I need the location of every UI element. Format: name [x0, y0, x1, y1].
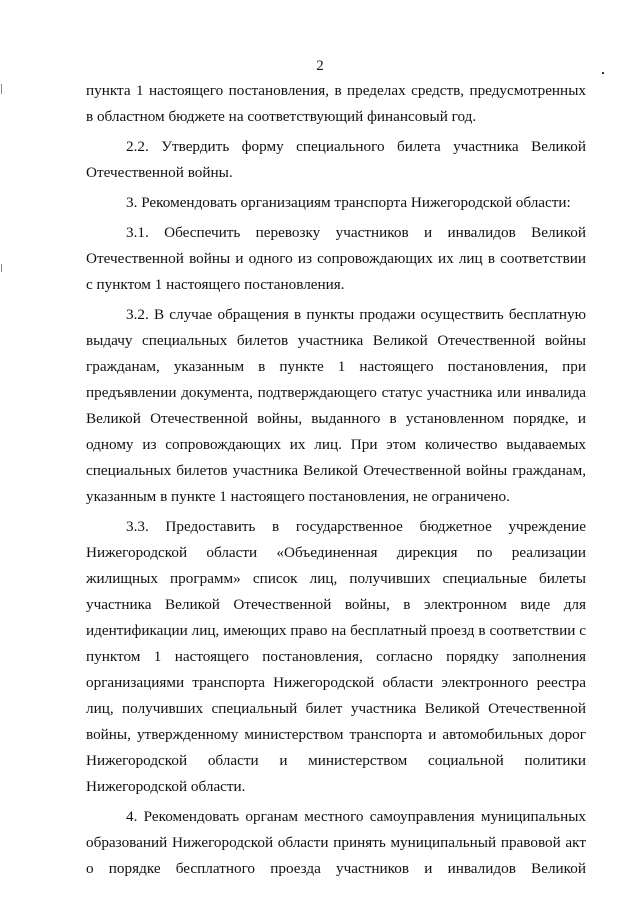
- text-line: 3.1. Обеспечить перевозку участников и инвалидов Великой: [126, 224, 586, 241]
- paragraph-3-2: [86, 302, 586, 510]
- text-line: указанным в пункте 1 настоящего постановления, не ограничено.: [86, 488, 510, 505]
- scan-edge-mark: [1, 84, 2, 94]
- text-line: жилищных программ» список лиц, получивших специальные билеты: [86, 570, 586, 587]
- text-line: 3. Рекомендовать организациям транспорта Нижегородской области:: [126, 194, 571, 211]
- text-line: Нижегородской области «Объединенная дирекция по реализации: [86, 544, 586, 561]
- paragraph-3-3: [86, 514, 586, 800]
- paragraph-3: [86, 190, 586, 216]
- text-line: Отечественной войны и одного из сопровождающих их лиц в соответствии: [86, 250, 586, 267]
- text-line: войны, утвержденному министерством транспорта и автомобильных дорог: [86, 726, 586, 743]
- text-line: участника Великой Отечественной войны, в электронном виде для: [86, 596, 586, 613]
- text-line: одному из сопровождающих их лиц. При этом количество выдаваемых: [86, 436, 586, 453]
- text-line: выдачу специальных билетов участника Великой Отечественной войны: [86, 332, 586, 349]
- text-line: Великой Отечественной войны, выданного в установленном порядке, и: [86, 410, 586, 427]
- text-line: Отечественной войны.: [86, 164, 233, 181]
- paragraph-2-2: [86, 134, 586, 186]
- page-number: 2: [316, 58, 324, 74]
- text-line: 3.2. В случае обращения в пункты продажи осуществить бесплатную: [126, 306, 586, 323]
- text-line: гражданам, указанным в пункте 1 настоящего постановления, при: [86, 358, 586, 375]
- text-line: лиц, получивших специальный билет участника Великой Отечественной: [86, 700, 586, 717]
- text-line: 3.3. Предоставить в государственное бюджетное учреждение: [126, 518, 586, 535]
- text-line: пунктом 1 настоящего постановления, согласно порядку заполнения: [86, 648, 586, 665]
- paragraph-continuation: [86, 78, 586, 130]
- text-line: специальных билетов участника Великой Отечественной войны гражданам,: [86, 462, 586, 479]
- text-line: предъявлении документа, подтверждающего статус участника или инвалида: [86, 384, 586, 401]
- text-line: пункта 1 настоящего постановления, в пределах средств, предусмотренных: [86, 82, 586, 99]
- text-line: с пунктом 1 настоящего постановления.: [86, 276, 345, 293]
- text-line: о порядке бесплатного проезда участников и инвалидов Великой: [86, 860, 586, 877]
- text-line: 4. Рекомендовать органам местного самоуправления муниципальных: [126, 808, 586, 825]
- text-line: Нижегородской области и министерством социальной политики: [86, 752, 586, 769]
- text-line: образований Нижегородской области принять муниципальный правовой акт: [86, 834, 586, 851]
- document-body: [86, 78, 586, 882]
- scan-edge-mark: [1, 264, 2, 272]
- text-line: идентификации лиц, имеющих право на бесплатный проезд в соответствии с: [86, 622, 586, 639]
- text-line: в областном бюджете на соответствующий финансовый год.: [86, 108, 477, 125]
- text-line: организациями транспорта Нижегородской области электронного реестра: [86, 674, 586, 691]
- text-line: Нижегородской области.: [86, 778, 246, 795]
- text-line: 2.2. Утвердить форму специального билета участника Великой: [126, 138, 586, 155]
- paragraph-3-1: [86, 220, 586, 298]
- paragraph-4: [86, 804, 586, 882]
